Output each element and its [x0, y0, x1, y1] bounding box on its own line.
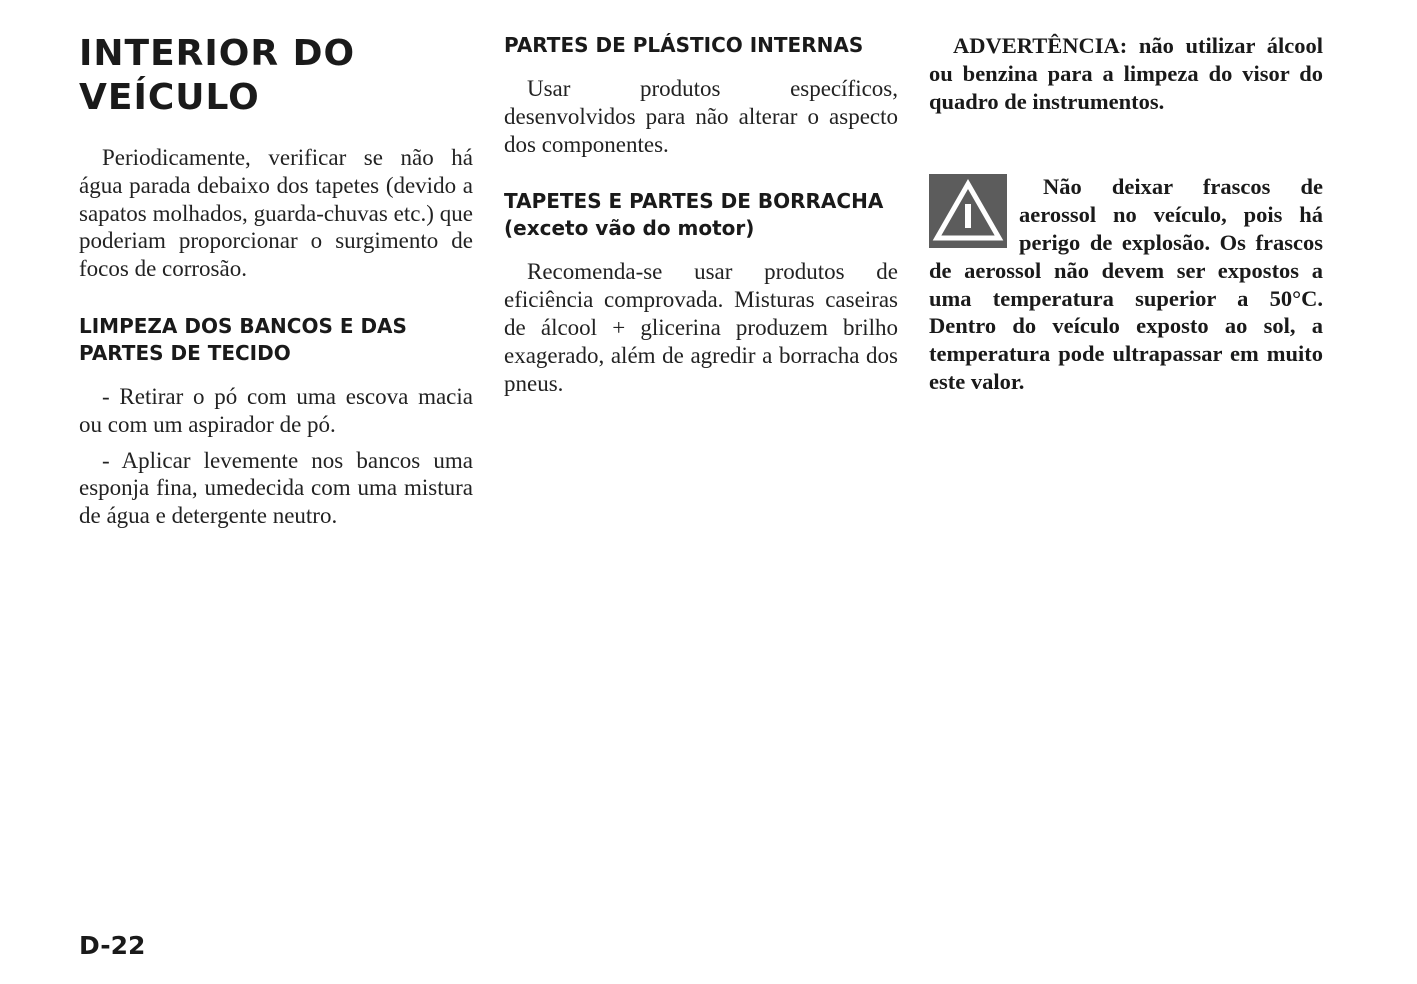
warning-block	[929, 173, 1323, 395]
page-title-line2: VEÍCULO	[79, 77, 260, 118]
right-column	[929, 32, 1323, 396]
rubber-heading-line2: (exceto vão do motor)	[504, 216, 755, 241]
page-number: D-22	[79, 931, 146, 960]
seats-step-2: - Aplicar levemente nos bancos uma esponja fina, umedecida com uma mistura de água e detergente neutro.	[79, 447, 473, 529]
page-title	[79, 32, 473, 120]
plastic-section-heading: PARTES DE PLÁSTICO INTERNAS	[504, 33, 864, 57]
seats-heading-line1: LIMPEZA DOS BANCOS E DAS	[79, 313, 407, 338]
seats-heading-line2: PARTES DE TECIDO	[79, 340, 291, 365]
page-title-line1: INTERIOR DO	[79, 33, 356, 74]
warning-triangle-icon	[929, 174, 1007, 248]
intro-paragraph: Periodicamente, verificar se não há água parada debaixo dos tapetes (devido a sapatos molhados, guarda-chuvas etc.) que poderiam proporcionar o surgimento de focos de corrosão.	[79, 145, 473, 282]
advertencia-note: ADVERTÊNCIA: não utilizar álcool ou benzina para a limpeza do visor do quadro de instrumentos.	[929, 33, 1323, 114]
warning-text: Não deixar frascos de aerossol no veículo, pois há perigo de explosão. Os frascos de aerossol não devem ser expostos a uma temperatura superior a 50°C. Dentro do veículo exposto ao sol, a temperatura pode ultrapassar em muito este valor.	[929, 174, 1323, 394]
seats-step-1: - Retirar o pó com uma escova macia ou com um aspirador de pó.	[79, 383, 473, 437]
left-column	[79, 32, 473, 530]
middle-column	[504, 32, 898, 397]
plastic-section-text: Usar produtos específicos, desenvolvidos para não alterar o aspecto dos componentes.	[504, 76, 898, 157]
seats-section-heading	[79, 313, 473, 367]
rubber-heading-line1: TAPETES E PARTES DE BORRACHA	[504, 189, 884, 214]
rubber-section-text: Recomenda-se usar produtos de eficiência comprovada. Misturas caseiras de álcool + glicerina produzem brilho exagerado, além de agredir a borracha dos pneus.	[504, 259, 898, 396]
rubber-section-heading	[504, 188, 898, 242]
